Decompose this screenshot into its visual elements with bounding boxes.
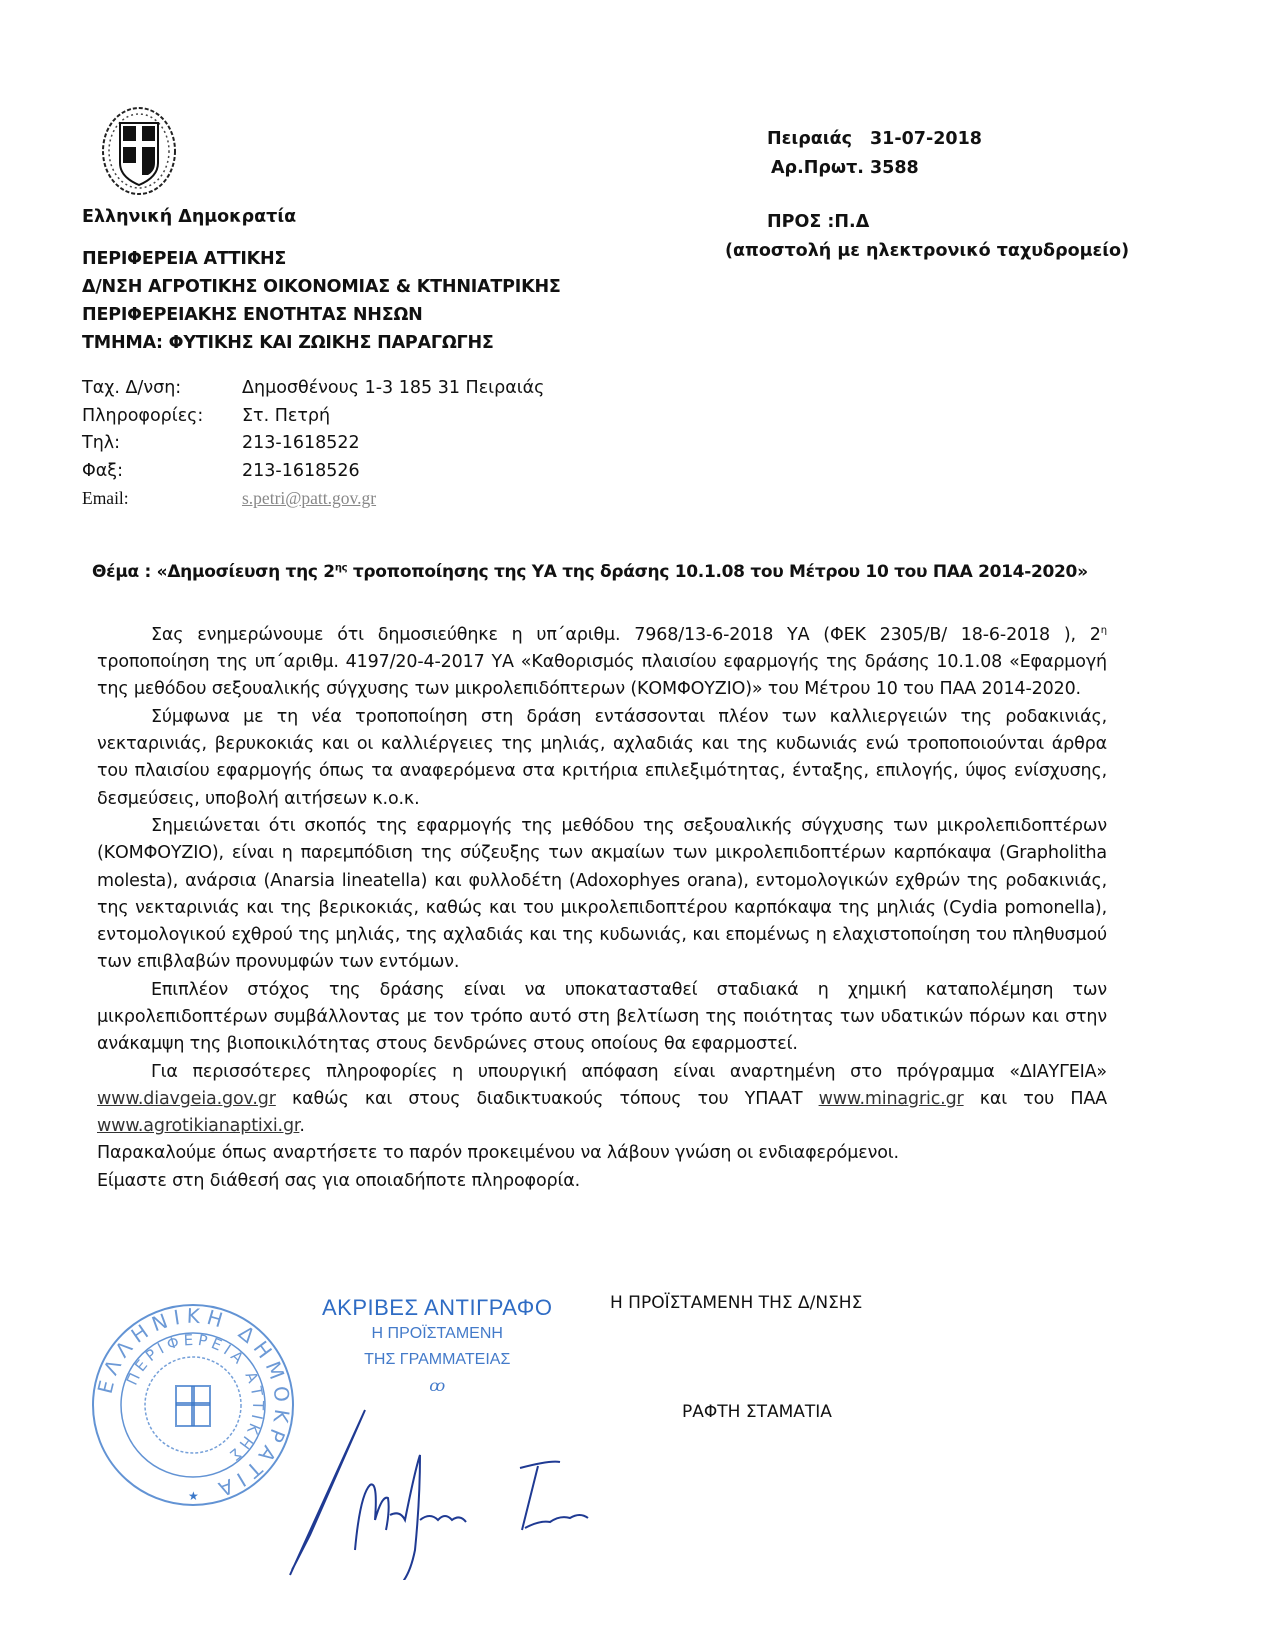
place: Πειραιάς bbox=[767, 129, 852, 149]
handwritten-signature-icon bbox=[270, 1400, 650, 1580]
paragraph-4: Επιπλέον στόχος της δράσης είναι να υποκατασταθεί σταδιακά η χημική καταπολέμηση των μικρολεπιδοπτέρων συμβάλλοντας με τον τρόπο αυτό στη βελτίωση της ποιότητας των υδατικών πόρων και στην ανάκαμψη της βιοποικιλότητας στους δενδρώνες στους οποίους θα εφαρμοστεί. bbox=[97, 979, 1107, 1055]
letter-body bbox=[97, 617, 1107, 1195]
org-line: ΠΕΡΙΦΕΡΕΙΑ ΑΤΤΙΚΗΣ bbox=[82, 249, 287, 269]
recipient-block bbox=[725, 208, 1129, 266]
subject-text: Θέμα : «Δημοσίευση της 2 bbox=[92, 562, 335, 582]
certified-copy-stamp bbox=[322, 1295, 552, 1399]
signatory-name: ΡΑΦΤΗ ΣΤΑΜΑΤΙΑ bbox=[682, 1402, 832, 1422]
paragraph-1 bbox=[97, 617, 1107, 704]
address-label: Ταχ. Δ/νση: bbox=[82, 378, 182, 398]
paragraph-6: Παρακαλούμε όπως αναρτήσετε το παρόν προκειμένου να λάβουν γνώση οι ενδιαφερόμενοι. bbox=[97, 1143, 899, 1164]
protocol-number: Αρ.Πρωτ. 3588 bbox=[771, 158, 919, 178]
delivery-method: (αποστολή με ηλεκτρονικό ταχυδρομείο) bbox=[725, 241, 1130, 261]
paragraph-7: Είμαστε στη διάθεσή σας για οποιαδήποτε πληροφορία. bbox=[97, 1170, 581, 1191]
organization-block bbox=[82, 245, 561, 357]
p1-superscript: η bbox=[1100, 625, 1107, 636]
paragraph-5 bbox=[97, 1059, 1107, 1141]
p1-text-rest: τροποποίηση της υπ΄αριθμ. 4197/20-4-2017 ΥΑ «Καθορισμός πλαισίου εφαρμογής της δράσης 10.1.08 «Εφαρμογή της μεθόδου σεξουαλικής σύγχυσης των μικρολεπιδόπτερων (ΚΟΜΦΟΥΖΙΟ)» του Μέτρου 10 του ΠΑΑ 2014-2020. bbox=[97, 652, 1107, 700]
p5-text-c: και του ΠΑΑ bbox=[963, 1088, 1107, 1109]
date: 31-07-2018 bbox=[869, 129, 982, 149]
p1-text: Σας ενημερώνουμε ότι δημοσιεύθηκε η υπ΄αριθμ. 7968/13-6-2018 ΥΑ (ΦΕΚ 2305/Β/ 18-6-2018 ), 2 bbox=[151, 624, 1101, 645]
phone-value: 213-1618522 bbox=[242, 433, 360, 453]
svg-text:★: ★ bbox=[188, 1489, 199, 1503]
org-line: ΠΕΡΙΦΕΡΕΙΑΚΗΣ ΕΝΟΤΗΤΑΣ ΝΗΣΩΝ bbox=[82, 305, 423, 325]
org-line: Δ/ΝΣΗ ΑΓΡΟΤΙΚΗΣ ΟΙΚΟΝΟΜΙΑΣ & ΚΤΗΝΙΑΤΡΙΚΗΣ bbox=[82, 277, 561, 297]
date-protocol-block bbox=[767, 125, 982, 183]
subject-superscript: ης bbox=[334, 562, 348, 574]
contact-block bbox=[82, 375, 544, 513]
p5-text: Για περισσότερες πληροφορίες η υπουργική απόφαση είναι αναρτημένη στο πρόγραμμα «ΔΙΑΥΓΕΙΑ» bbox=[151, 1061, 1107, 1082]
paragraph-2: Σύμφωνα με τη νέα τροποποίηση στη δράση εντάσσονται πλέον των καλλιεργειών της ροδακινιάς, νεκταρινιάς, βερυκοκιάς και οι καλλιέργειες της μηλιάς, αχλαδιάς και της κυδωνιάς ενώ τροποποιούνται άρθρα του πλαισίου εφαρμογής όπως τα αναφερόμενα στα κριτήρια επιλεξιμότητας, ένταξης, επιλογής, ύψος ενίσχυσης, δεσμεύσεις, υποβολή αιτήσεων κ.ο.κ. bbox=[97, 706, 1107, 809]
paragraph-3: Σημειώνεται ότι σκοπός της εφαρμογής της μεθόδου της σεξουαλικής σύγχυσης των μικρολεπιδοπτέρων (ΚΟΜΦΟΥΖΙΟ), είναι η παρεμπόδιση της σύζευξης των ακμαίων των μικρολεπιδοπτέρων καρπόκαψα (Grapholitha molesta), ανάρσια (Anarsia lineatella) και φυλλοδέτη (Adoxophyes orana), εντομολογικών εχθρών της ροδακινιάς, της νεκταρινιάς και της βερικοκιάς, καθώς και του μικρολεπιδοπτέρου καρπόκαψα της μηλιάς (Cydia pomonella), εντομολογικού εχθρού της μηλιάς, της αχλαδιάς και της κυδωνιάς, και επομένως η ελαχιστοποίηση του πληθυσμού των επιβλαβών προνυμφών των εντόμων. bbox=[97, 815, 1107, 973]
info-value: Στ. Πετρή bbox=[242, 405, 331, 426]
stamp-line-1: Η ΠΡΟΪΣΤΑΜΕΝΗ bbox=[371, 1325, 503, 1342]
p5-text-b: καθώς και στους διαδικτυακούς τόπους του ΥΠΑΑΤ bbox=[275, 1088, 819, 1109]
email-label: Email: bbox=[82, 488, 129, 508]
svg-text:ΠΕΡΙΦΕΡΕΙΑ ΑΤΤΙΚΗΣ: ΠΕΡΙΦΕΡΕΙΑ ΑΤΤΙΚΗΣ bbox=[122, 1330, 268, 1467]
svg-text:ΕΛΛΗΝΙΚΗ ΔΗΜΟΚΡΑΤΙΑ: ΕΛΛΗΝΙΚΗ ΔΗΜΟΚΡΑΤΙΑ bbox=[92, 1303, 295, 1504]
org-line: ΤΜΗΜΑ: ΦΥΤΙΚΗΣ ΚΑΙ ΖΩΙΚΗΣ ΠΑΡΑΓΩΓΗΣ bbox=[82, 333, 494, 353]
stamp-title: ΑΚΡΙΒΕΣ ΑΝΤΙΓΡΑΦΟ bbox=[322, 1295, 553, 1320]
phone-row bbox=[82, 430, 544, 458]
subject-text-rest: τροποποίησης της ΥΑ της δράσης 10.1.08 του Μέτρου 10 του ΠΑΑ 2014-2020» bbox=[347, 562, 1088, 582]
p5-text-d: . bbox=[299, 1116, 305, 1137]
phone-label: Τηλ: bbox=[82, 433, 121, 453]
email-link[interactable]: s.petri@patt.gov.gr bbox=[242, 488, 377, 508]
recipient: ΠΡΟΣ :Π.Δ bbox=[767, 212, 870, 232]
minagric-link[interactable]: www.minagric.gr bbox=[818, 1088, 964, 1109]
fax-value: 213-1618526 bbox=[242, 460, 360, 481]
official-seal-icon bbox=[88, 1300, 298, 1510]
greek-coat-of-arms-icon bbox=[100, 105, 178, 197]
subject-line bbox=[92, 562, 1192, 582]
info-row bbox=[82, 403, 544, 431]
stamp-initials: ꝏ bbox=[429, 1376, 446, 1395]
fax-row bbox=[82, 458, 544, 486]
info-label: Πληροφορίες: bbox=[82, 405, 204, 426]
date-row bbox=[767, 125, 982, 154]
address-row bbox=[82, 375, 544, 403]
signatory-title: Η ΠΡΟΪΣΤΑΜΕΝΗ ΤΗΣ Δ/ΝΣΗΣ bbox=[610, 1293, 863, 1313]
republic-label: Ελληνική Δημοκρατία bbox=[82, 207, 297, 227]
fax-label: Φαξ: bbox=[82, 460, 123, 481]
agrotikianaptixi-link[interactable]: www.agrotikianaptixi.gr bbox=[97, 1116, 300, 1137]
stamp-line-2: ΤΗΣ ΓΡΑΜΜΑΤΕΙΑΣ bbox=[364, 1351, 511, 1368]
address-value: Δημοσθένους 1-3 185 31 Πειραιάς bbox=[242, 378, 545, 398]
email-row bbox=[82, 485, 544, 513]
diavgeia-link[interactable]: www.diavgeia.gov.gr bbox=[97, 1088, 276, 1109]
